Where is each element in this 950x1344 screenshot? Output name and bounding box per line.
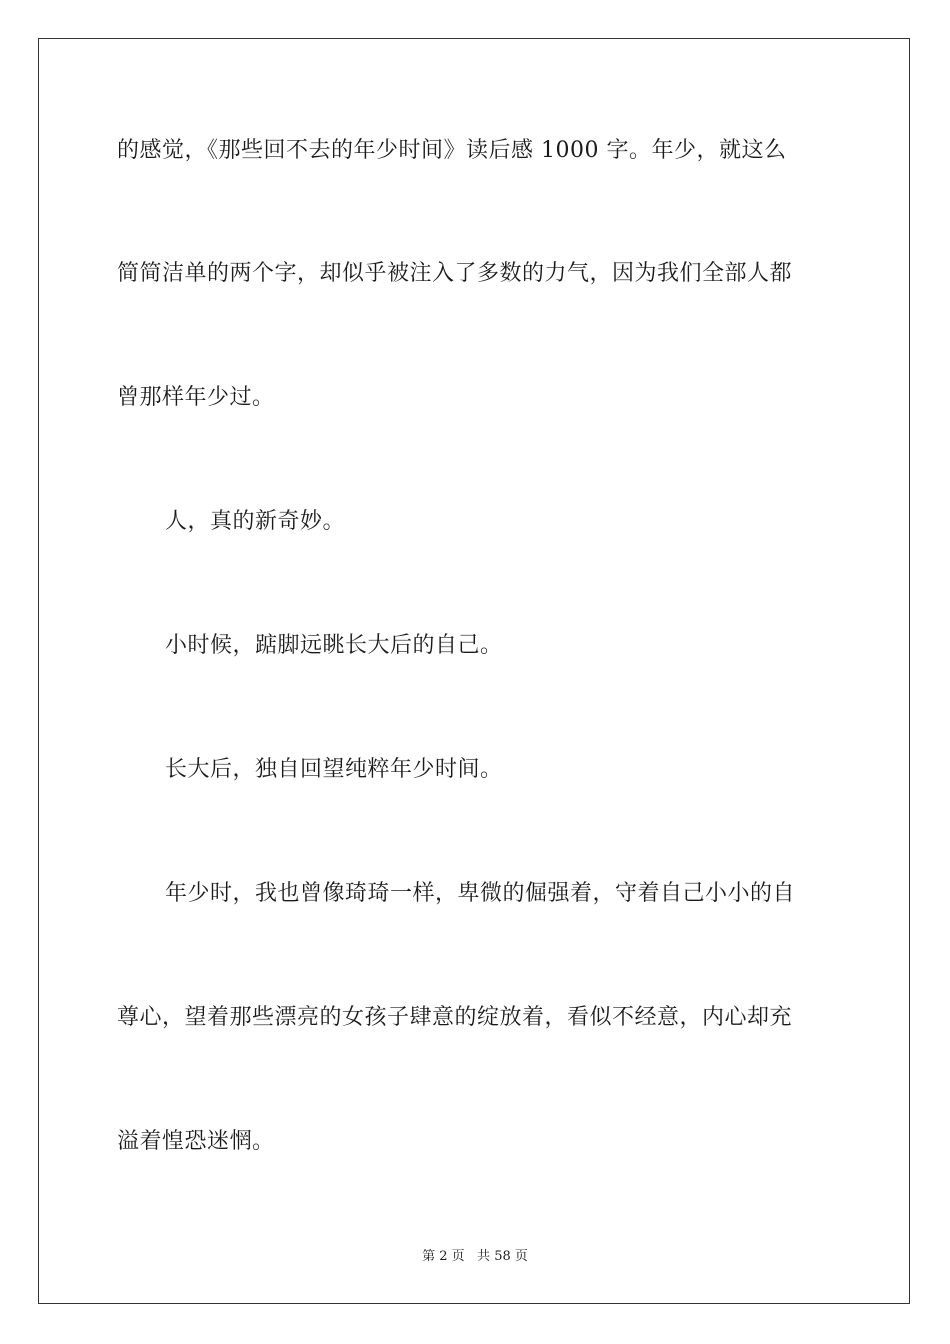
paragraph-line-1: 的感觉，《那些回不去的年少时间》读后感 1000 字。年少，就这么: [117, 138, 787, 163]
paragraph-line-2: 简简洁单的两个字，却似乎被注入了多数的力气，因为我们全部人都: [117, 261, 793, 286]
page-border: [38, 38, 910, 1304]
paragraph-line-3: 曾那样年少过。: [117, 385, 275, 410]
paragraph-line-8: 尊心，望着那些漂亮的女孩子肆意的绽放着，看似不经意，内心却充: [117, 1005, 793, 1030]
paragraph-line-7: 年少时，我也曾像琦琦一样，卑微的倔强着，守着自己小小的自: [165, 881, 796, 906]
paragraph-line-4: 人，真的新奇妙。: [165, 509, 346, 534]
paragraph-line-5: 小时候，踮脚远眺长大后的自己。: [165, 633, 503, 658]
paragraph-line-6: 长大后，独自回望纯粹年少时间。: [165, 757, 503, 782]
paragraph-line-9: 溢着惶恐迷惘。: [117, 1129, 275, 1154]
page-number-footer: 第 2 页 共 58 页: [422, 1249, 528, 1264]
